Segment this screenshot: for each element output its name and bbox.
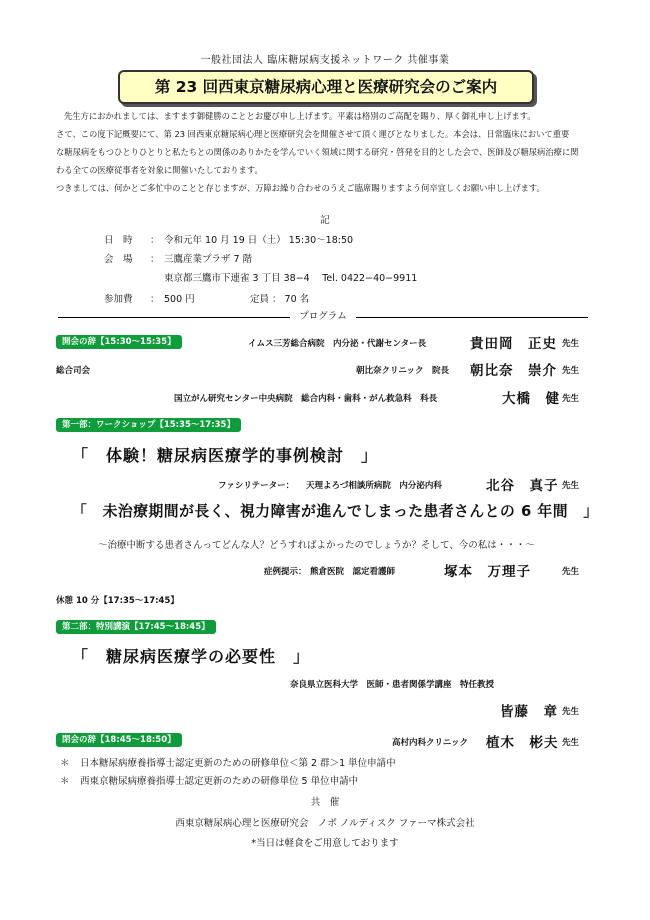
date-colon: ： [150, 235, 160, 246]
meal-note: *当日は軽食をご用意しております [251, 838, 399, 849]
venue-label: 会 場 [104, 254, 133, 265]
fee-label: 参加費 [104, 294, 133, 305]
part1-topic-2: 「 未治療期間が長く、視力障害が進んでしまった患者さんとの 6 年間 」 [72, 503, 599, 520]
ki-heading: 記 [320, 215, 330, 226]
facilitator-name: 北谷 真子 [486, 478, 559, 494]
closing-speaker-name: 植木 彬夫 [486, 735, 559, 751]
note-1: 日本糖尿病療養指導士認定更新のための研修単位＜第 2 群＞1 単位申請中 [80, 758, 396, 769]
date-value: 令和元年 10 月 19 日（土） 15:30〜18:50 [164, 235, 354, 246]
part2-speaker-name: 皆藤 章 [500, 704, 558, 720]
chair-affiliation-2: 国立がん研究センター中央病院 総合内科・歯科・がん救急科 科長 [174, 394, 438, 404]
chair-honorific-2: 先生 [562, 394, 580, 404]
closing-tag: 閉会の辞【18:45〜18:50】 [56, 733, 182, 747]
cosponsor-label: 共 催 [310, 797, 340, 808]
part1-subtitle: 〜治療中断する患者さんってどんな人？どうすればよかったのでしょうか？そして、今の私は・・・〜 [98, 540, 535, 551]
venue-colon: ： [150, 254, 160, 265]
facilitator-honorific: 先生 [562, 481, 580, 491]
fee-colon: ： [150, 294, 160, 305]
intro-line-2: さて、この度下記概要にて、第 23 回西東京糖尿病心理と医療研究会を開催させて頂く運びとなりました。本会は、日常臨床において重要 [56, 129, 570, 139]
chair-label: 総合司会 [56, 366, 91, 376]
chair-name-2: 大橋 健 [502, 391, 560, 407]
opening-tag: 開会の辞【15:30〜15:35】 [56, 335, 182, 349]
note-mark-1: ＊ [60, 758, 70, 769]
case-affiliation: 熊倉医院 認定看護師 [310, 567, 396, 577]
page-title: 第 23 回西東京糖尿病心理と医療研究会のご案内 [118, 70, 534, 104]
case-honorific: 先生 [562, 567, 580, 577]
venue-value: 三鷹産業プラザ 7 階 [164, 254, 253, 265]
intro-line-1: 先生方におかれましては、ますます御健勝のこととお慶び申し上げます。平素は格別のご高配を賜り、厚く御礼申し上げます。 [64, 111, 536, 121]
opening-affiliation: イムス三芳総合病院 内分泌・代謝センター長 [248, 339, 427, 349]
opening-honorific: 先生 [562, 339, 580, 349]
fee-value: 500 円 [164, 294, 195, 305]
date-label: 日 時 [104, 235, 133, 246]
venue-address: 東京都三鷹市下連雀 3 丁目 38−4 Tel. 0422−40−9911 [164, 273, 418, 284]
part2-tag: 第二部：特別講演【17:45〜18:45】 [56, 620, 216, 634]
note-mark-2: ＊ [60, 776, 70, 787]
part2-topic: 「 糖尿病医療学の必要性 」 [72, 647, 311, 666]
part1-topic-1: 「 体験！糖尿病医療学的事例検討 」 [72, 446, 379, 465]
facilitator-affiliation: 天理よろづ相談所病院 内分泌内科 [306, 481, 442, 491]
part1-tag: 第一部：ワークショップ【15:35〜17:35】 [56, 418, 241, 432]
part2-honorific: 先生 [562, 707, 580, 717]
program-divider [58, 311, 588, 323]
facilitator-label: ファシリテーター： [218, 481, 295, 491]
opening-speaker-name: 貴田岡 正史 [470, 336, 557, 352]
intro-line-4: わる全ての医療従事者を対象に開催いたしております。 [56, 165, 263, 175]
break-time: 休憩 10 分【17:35〜17:45】 [56, 596, 179, 606]
capacity: 定員 ： 70 名 [250, 294, 310, 305]
case-label: 症例提示： [264, 567, 307, 577]
chair-affiliation-1: 朝比奈クリニック 院長 [356, 366, 449, 376]
program-label: プログラム [299, 311, 347, 322]
closing-honorific: 先生 [562, 738, 580, 748]
chair-name-1: 朝比奈 崇介 [470, 363, 557, 379]
case-presenter-name: 塚本 万理子 [444, 564, 531, 580]
cosponsors: 西東京糖尿病心理と医療研究会 ノボ ノルディスク ファーマ株式会社 [175, 818, 475, 829]
part2-affiliation: 奈良県立医科大学 医師・患者関係学講座 特任教授 [290, 680, 495, 690]
organizer-line: 一般社団法人 臨床糖尿病支援ネットワーク 共催事業 [200, 55, 450, 66]
intro-line-5: つきましては、何かとご多忙中のことと存じますが、万障お繰り合わせのうえご臨席賜りますよう何卒宜しくお願い申し上げます。 [56, 183, 545, 193]
closing-affiliation: 高村内科クリニック [392, 738, 468, 748]
intro-line-3: な糖尿病をもつひとりひとりと私たちとの関係のありかたを学んでいく領域に関する研究・啓発を目的とした会で、医師及び糖尿病治療に関 [56, 147, 579, 157]
note-2: 西東京糖尿病療養指導士認定更新のための研修単位 5 単位申請中 [80, 776, 359, 787]
chair-honorific-1: 先生 [562, 366, 580, 376]
